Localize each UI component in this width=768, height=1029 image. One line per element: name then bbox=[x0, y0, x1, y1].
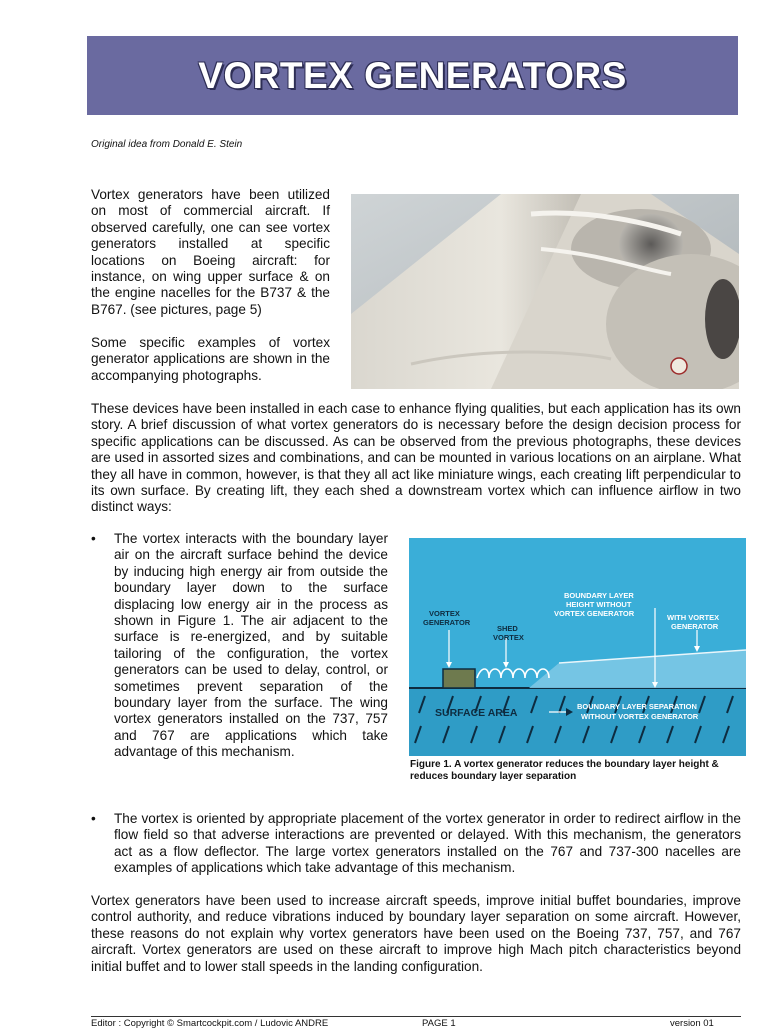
label-boundary-without-1: BOUNDARY LAYER bbox=[564, 591, 634, 600]
footer-editor: Editor : Copyright © Smartcockpit.com / Ludovic ANDRE bbox=[91, 1018, 329, 1029]
footer-divider bbox=[91, 1016, 741, 1017]
body-paragraph-2: Vortex generators have been used to increase aircraft speeds, improve initial buffet boundaries, improve control authority, and reduce vibrations induced by boundary layer separation on some aircraft. However, these reasons do not explain why vortex generators have been used on the Boeing 737, 757, and 767 aircraft. Vortex generators are used on these aircraft to improve high Mach pitch characteristics beyond initial buffet and to lower stall speeds in the landing configuration. bbox=[91, 893, 741, 974]
bullet-text-1: The vortex interacts with the boundary layer air on the aircraft surface behind the device by inducing high energy air from outside the boundary layer down to the surface displacing low energy air in the process as shown in Figure 1. The air adjacent to the surface is re-energized, and by suitable tailoring of the configuration, the vortex generators can be used to delay, control, or sometimes prevent separation of the boundary layer from the surface. The wing vortex generators installed on the 737, 757 and 767 are applications which take advantage of this mechanism. bbox=[114, 531, 388, 760]
bullet-dot-icon: • bbox=[91, 811, 96, 826]
footer-page-number: PAGE 1 bbox=[422, 1018, 456, 1029]
title-banner bbox=[87, 36, 738, 115]
label-surface-area: SURFACE AREA bbox=[435, 707, 518, 719]
figure-caption: Figure 1. A vortex generator reduces the boundary layer height & reduces boundary layer separation bbox=[410, 759, 719, 782]
label-boundary-without-2: HEIGHT WITHOUT bbox=[566, 600, 632, 609]
bullet-dot-icon: • bbox=[91, 531, 96, 546]
label-separation-1: BOUNDARY LAYER SEPARATION bbox=[577, 702, 697, 711]
credit-line: Original idea from Donald E. Stein bbox=[91, 139, 243, 150]
page-title: VORTEX GENERATORS bbox=[198, 54, 627, 96]
label-vortex-generator-2: GENERATOR bbox=[423, 618, 471, 627]
bullet-text-2: The vortex is oriented by appropriate placement of the vortex generator in order to redirect airflow in the flow field so that adverse interactions are prevented or delayed. With this mechanism, the generators act as a flow deflector. The large vortex generators installed on the 767 and 737-300 nacelles are examples of applications which take advantage of this mechanism. bbox=[114, 811, 741, 876]
intro-paragraph-2: Some specific examples of vortex generator applications are shown in the accompanying photographs. bbox=[91, 335, 330, 383]
label-boundary-without-3: VORTEX GENERATOR bbox=[554, 609, 635, 618]
body-paragraph-1: These devices have been installed in each case to enhance flying qualities, but each application has its own story. A brief discussion of what vortex generators do is necessary before the design decision process for specific applications can be discussed. As can be observed from the previous photographs, these devices are used in assorted sizes and combinations, and can be mounted in various locations on an airplane. What they all have in common, however, is that they all act like miniature wings, each creating lift perpendicular to its own surface. By creating lift, they each shed a downstream vortex which can influence airflow in two distinct ways: bbox=[91, 401, 741, 515]
label-with-vortex-2: GENERATOR bbox=[671, 622, 719, 631]
engine-nacelle-photo bbox=[351, 194, 739, 389]
bullet-item-2 bbox=[91, 811, 741, 877]
label-shed-vortex-1: SHED bbox=[497, 624, 518, 633]
bullet-item-1 bbox=[91, 531, 388, 761]
footer-version: version 01 bbox=[670, 1018, 714, 1029]
label-with-vortex-1: WITH VORTEX bbox=[667, 613, 720, 622]
label-shed-vortex-2: VORTEX bbox=[493, 633, 524, 642]
figure-1-diagram bbox=[409, 538, 746, 756]
label-vortex-generator-1: VORTEX bbox=[429, 609, 460, 618]
label-separation-2: WITHOUT VORTEX GENERATOR bbox=[581, 712, 699, 721]
intro-paragraph-1: Vortex generators have been utilized on most of commercial aircraft. If observed carefully, one can see vortex generators installed at specific locations on Boeing aircraft: for instance, on wing upper surface & on the engine nacelles for the B737 & the B767. (see pictures, page 5) bbox=[91, 187, 330, 317]
